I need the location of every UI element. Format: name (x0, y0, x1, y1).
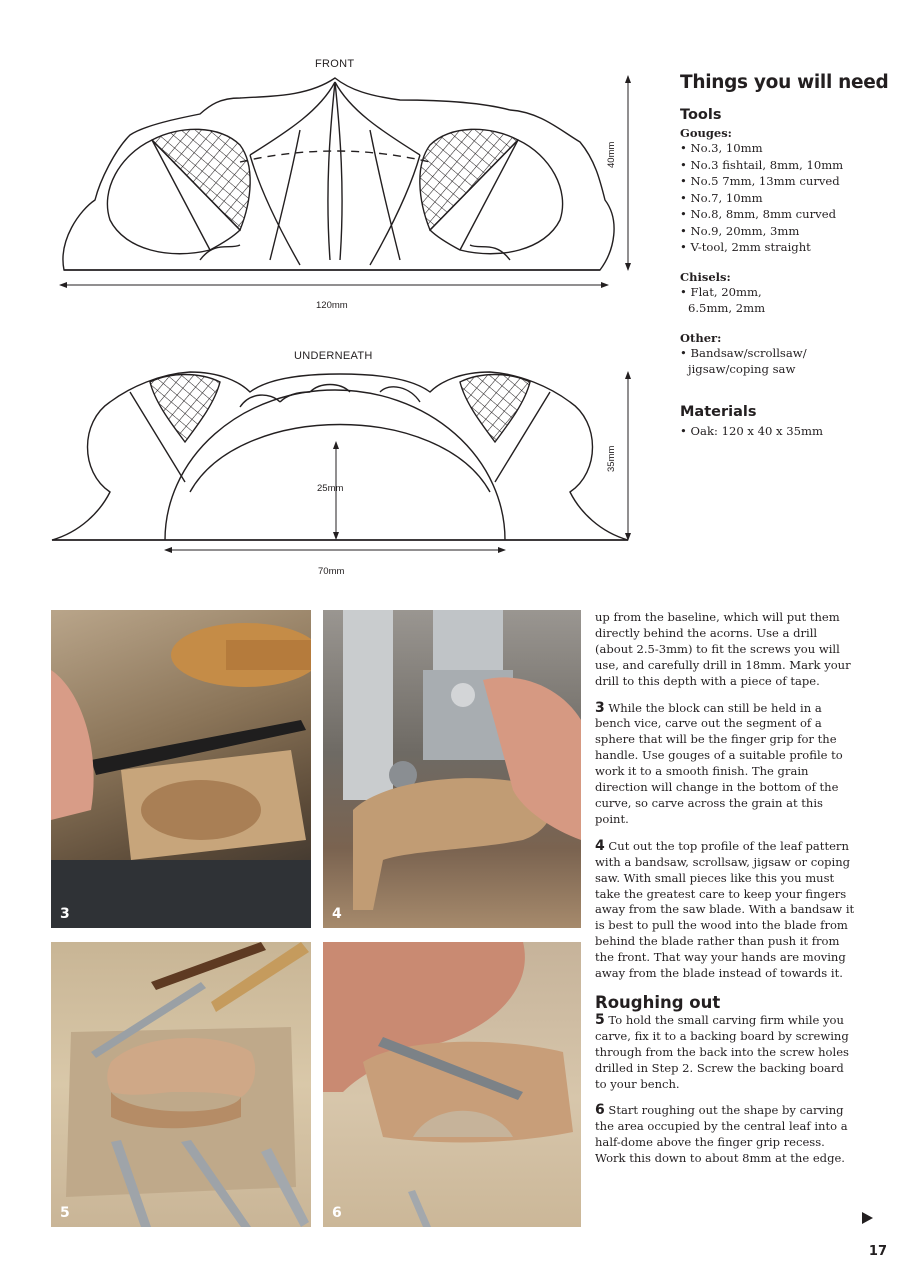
photo-step-3 (51, 610, 311, 928)
other-list (680, 345, 840, 378)
list-item: • No.7, 10mm (680, 190, 890, 207)
underneath-right-cup (460, 375, 530, 443)
list-item: • Flat, 20mm, 6.5mm, 2mm (680, 284, 790, 317)
gouges-heading: Gouges: (680, 126, 732, 140)
intro-paragraph: up from the baseline, which will put them directly behind the acorns. Use a drill (about 2.5-3mm) to fit the screws you will use, and carefully drill in 18mm. Mark your drill to this depth with a piece of tape. (595, 610, 851, 688)
materials-heading: Materials (680, 403, 757, 420)
photo-step-6 (323, 942, 581, 1227)
materials-list (680, 423, 890, 440)
underneath-inner-height-label: 25mm (317, 483, 344, 494)
front-diagram-label: FRONT (315, 58, 355, 70)
step-3-paragraph (595, 701, 857, 828)
list-item: • No.3 fishtail, 8mm, 10mm (680, 157, 890, 174)
photo-step-4-illustration (323, 610, 581, 928)
front-left-acorn-cup (152, 129, 250, 230)
step-4-paragraph (595, 839, 857, 982)
step-text: While the block can still be held in a bench vice, carve out the segment of a sphere that will be the finger grip for the handle. Use gouges of a suitable profile to work it to a smooth finish. The grain direction will change in the bottom of the curve, so carve across the grain at this point. (595, 700, 843, 826)
step-text: Start roughing out the shape by carving the area occupied by the central leaf into a half-dome above the finger grip recess. Work this down to about 8mm at the edge. (595, 1103, 848, 1166)
front-width-label: 120mm (316, 300, 348, 311)
sidebar-title: Things you will need (680, 72, 889, 93)
front-height-label: 40mm (606, 141, 617, 168)
front-diagram (40, 70, 640, 300)
underneath-width-label: 70mm (318, 566, 345, 577)
list-item: • V-tool, 2mm straight (680, 239, 890, 256)
step-number: 5 (595, 1011, 605, 1028)
photo-number: 4 (332, 906, 342, 922)
continue-arrow-icon (862, 1212, 873, 1224)
list-item: • No.5 7mm, 13mm curved (680, 173, 890, 190)
photo-number: 3 (60, 906, 70, 922)
step-number: 3 (595, 699, 605, 716)
other-heading: Other: (680, 330, 722, 345)
page-number: 17 (868, 1244, 887, 1259)
list-item: • No.9, 20mm, 3mm (680, 223, 890, 240)
underneath-height-label: 35mm (606, 445, 617, 472)
step-number: 4 (595, 837, 605, 854)
chisels-heading: Chisels: (680, 269, 731, 284)
photo-step-5-illustration (51, 942, 311, 1227)
gouges-list (680, 140, 890, 256)
roughing-out-heading: Roughing out (595, 992, 721, 1012)
underneath-arch (165, 390, 505, 540)
photo-step-5 (51, 942, 311, 1227)
body-text (595, 610, 857, 1178)
step-5-paragraph (595, 1013, 857, 1093)
step-text: To hold the small carving firm while you carve, fix it to a backing board by screwing through from the back into the screw holes drilled in Step 2. Screw the backing board to your bench. (595, 1012, 849, 1091)
photo-step-4 (323, 610, 581, 928)
list-item: • Oak: 120 x 40 x 35mm (680, 423, 890, 440)
underneath-diagram (40, 362, 640, 562)
list-item: • Bandsaw/scrollsaw/ jigsaw/coping saw (680, 345, 840, 378)
things-you-will-need-panel (680, 72, 890, 439)
list-item: • No.8, 8mm, 8mm curved (680, 206, 890, 223)
underneath-outline (52, 372, 628, 540)
step-number: 6 (595, 1102, 605, 1119)
front-right-acorn-cup (420, 129, 518, 230)
step-6-paragraph (595, 1103, 857, 1167)
photo-number: 6 (332, 1205, 342, 1221)
underneath-diagram-label: UNDERNEATH (294, 350, 373, 362)
underneath-left-cup (150, 375, 220, 443)
photo-step-6-illustration (323, 942, 581, 1227)
photo-step-3-illustration (51, 610, 311, 928)
front-outline (63, 78, 614, 270)
tools-heading: Tools (680, 107, 722, 123)
chisels-list (680, 284, 790, 317)
photo-number: 5 (60, 1205, 70, 1221)
list-item: • No.3, 10mm (680, 140, 890, 157)
front-central-leaf (250, 82, 420, 265)
step-text: Cut out the top profile of the leaf pattern with a bandsaw, scrollsaw, jigsaw or coping saw. With small pieces like this you must take the greatest care to keep your fingers away from the saw blade. With a bandsaw it is best to pull the wood into the blade from behind the blade rather than push it from the front. That way your hands are moving away from the blade instead of towards it. (595, 838, 855, 981)
